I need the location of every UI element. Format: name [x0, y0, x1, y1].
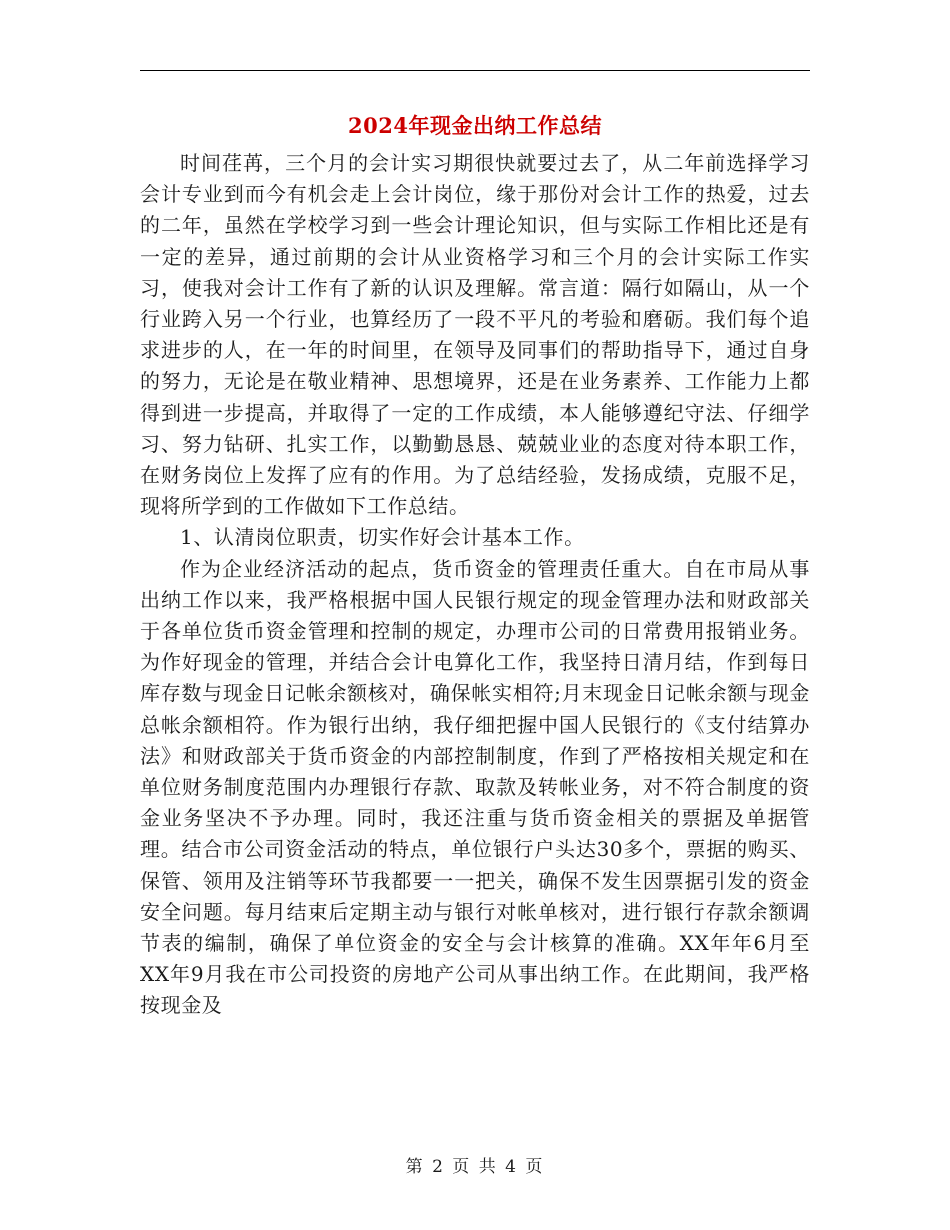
- paragraph-intro: 时间荏苒，三个月的会计实习期很快就要过去了，从二年前选择学习会计专业到而今有机会走上会计岗位，缘于那份对会计工作的热爱，过去的二年，虽然在学校学习到一些会计理论知识，但与实际工作相比还是有一定的差异，通过前期的会计从业资格学习和三个月的会计实际工作实习，使我对会计工作有了新的认识及理解。常言道：隔行如隔山，从一个行业跨入另一个行业，也算经历了一段不平凡的考验和磨砺。我们每个追求进步的人，在一年的时间里，在领导及同事们的帮助指导下，通过自身的努力，无论是在敬业精神、思想境界，还是在业务素养、工作能力上都得到进一步提高，并取得了一定的工作成绩，本人能够遵纪守法、仔细学习、努力钻研、扎实工作，以勤勤恳恳、兢兢业业的态度对待本职工作，在财务岗位上发挥了应有的作用。为了总结经验，发扬成绩，克服不足，现将所学到的工作做如下工作总结。: [140, 151, 810, 519]
- paragraph-section-heading: 1、认清岗位职责，切实作好会计基本工作。: [180, 525, 585, 550]
- document-body: [140, 148, 810, 1022]
- page-number-footer: 第 2 页 共 4 页: [405, 1157, 545, 1177]
- paragraph-cash-management: 作为企业经济活动的起点，货币资金的管理责任重大。自在市局从事出纳工作以来，我严格根据中国人民银行规定的现金管理办法和财政部关于各单位货币资金管理和控制的规定，办理市公司的日常费用报销业务。为作好现金的管理，并结合会计电算化工作，我坚持日清月结，作到每日库存数与现金日记帐余额核对，确保帐实相符;月末现金日记帐余额与现金总帐余额相符。作为银行出纳，我仔细把握中国人民银行的《支付结算办法》和财政部关于货币资金的内部控制制度，作到了严格按相关规定和在单位财务制度范围内办理银行存款、取款及转帐业务，对不符合制度的资金业务坚决不予办理。同时，我还注重与货币资金相关的票据及单据管理。结合市公司资金活动的特点，单位银行户头达30多个，票据的购买、保管、领用及注销等环节我都要一一把关，确保不发生因票据引发的资金安全问题。每月结束后定期主动与银行对帐单核对，进行银行存款余额调节表的编制，确保了单位资金的安全与会计核算的准确。XX年年6月至XX年9月我在市公司投资的房地产公司从事出纳工作。在此期间，我严格按现金及: [140, 556, 810, 1018]
- header-rule: [140, 70, 810, 71]
- document-title: 2024年现金出纳工作总结: [348, 113, 602, 138]
